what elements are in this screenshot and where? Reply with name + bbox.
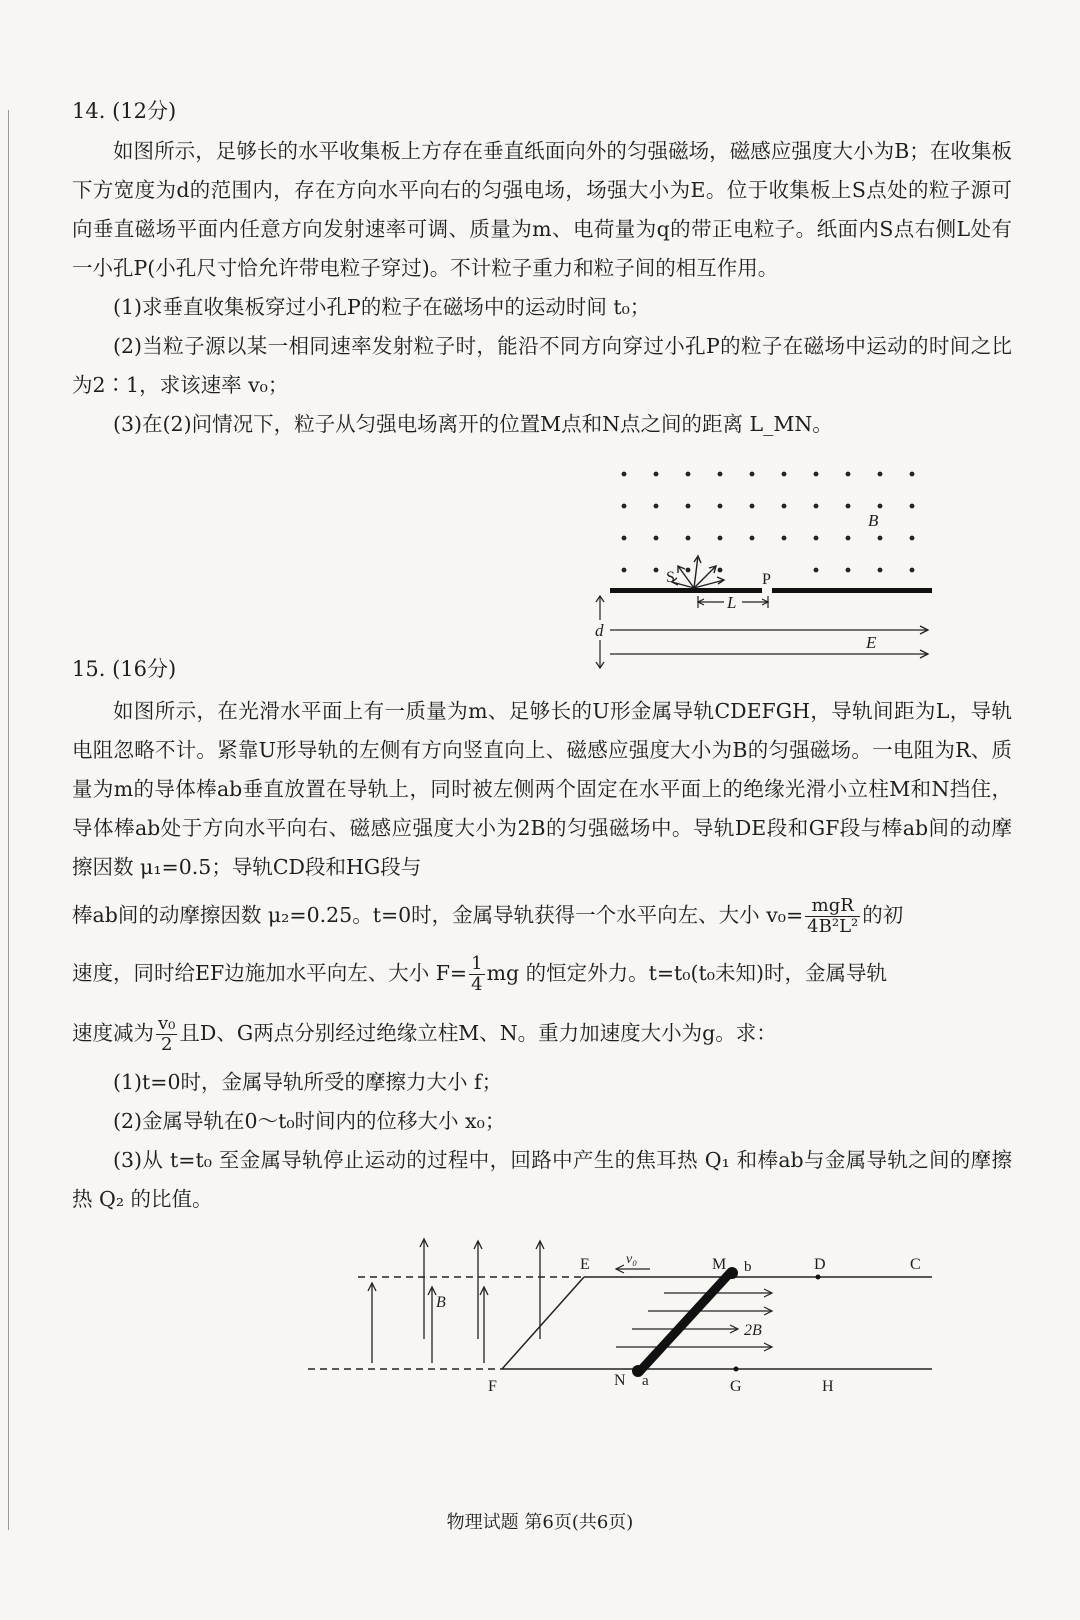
- label-b: b: [744, 1259, 752, 1275]
- label-a: a: [642, 1373, 649, 1389]
- point-D: [816, 1275, 821, 1280]
- label-P: P: [762, 571, 771, 588]
- label-v0: v₀: [626, 1252, 638, 1267]
- label-H: H: [822, 1378, 834, 1395]
- label-N: N: [614, 1372, 626, 1389]
- fraction-half-v0: $\frac{\text{v₀}}{2}$: [158, 1013, 176, 1055]
- label-G: G: [730, 1378, 742, 1395]
- fraction-v0: $\frac{\text{mgR}}{\text{4B²L²}}$: [807, 895, 859, 937]
- label-F: F: [488, 1378, 497, 1395]
- q15-header: 15. (16分): [72, 657, 177, 681]
- point-G: [734, 1367, 739, 1372]
- q14-stem: 如图所示，足够长的水平收集板上方存在垂直纸面向外的匀强磁场，磁感应强度大小为B；在收集板下方宽度为d的范围内，存在方向水平向右的匀强电场，场强大小为E。位于收集板上S点处的粒子源可向垂直磁场平面内任意方向发射速率可调、质量为m、电荷量为q的带正电粒子。纸面内S点右侧L处有一小孔P(小孔尺寸恰允许带电粒子穿过)。不计粒子重力和粒子间的相互作用。: [72, 139, 1012, 280]
- q15-part2: (2)金属导轨在0～t₀时间内的位移大小 x₀；: [113, 1109, 506, 1133]
- label-E: E: [580, 1256, 590, 1273]
- q15-part1: (1)t=0时，金属导轨所受的摩擦力大小 f；: [113, 1070, 503, 1094]
- page-footer: 物理试题 第6页(共6页): [446, 1512, 634, 1533]
- fraction-F: $\frac{1}{4}$: [471, 953, 483, 995]
- q14-part1: (1)求垂直收集板穿过小孔P的粒子在磁场中的运动时间 t₀；: [113, 295, 651, 319]
- conductor-rod-ab: [640, 1273, 730, 1371]
- B-field-up-arrows: [368, 1239, 544, 1363]
- q15-part3: (3)从 t=t₀ 至金属导轨停止运动的过程中，回路中产生的焦耳热 Q₁ 和棒ab与金属导轨之间的摩擦热 Q₂ 的比值。: [72, 1148, 1012, 1211]
- q14-header: 14. (12分): [72, 99, 177, 123]
- q14-part3: (3)在(2)问情况下，粒子从匀强电场离开的位置M点和N点之间的距离 L_MN。: [113, 412, 833, 436]
- label-D: D: [814, 1256, 826, 1273]
- q14-part2: (2)当粒子源以某一相同速率发射粒子时，能沿不同方向穿过小孔P的粒子在磁场中运动的时间之比为2∶1，求该速率 v₀；: [72, 334, 1012, 397]
- q15-stem-line-F: 速度，同时给EF边施加水平向左、大小 F= $\frac{1}{4}$ mg 的恒定外力。t=t₀(t₀未知)时，金属导轨: [72, 953, 887, 995]
- exam-page: [72, 96, 1012, 1397]
- q15-stem-line-half: 速度减为 $\frac{\text{v₀}}{2}$ 且D、G两点分别经过绝缘立柱M、N。重力加速度大小为g。求：: [72, 1013, 777, 1055]
- collector-plate: [610, 588, 932, 593]
- label-S: S: [666, 569, 675, 586]
- electric-field-arrows: [610, 626, 928, 658]
- label-E: E: [866, 633, 877, 652]
- q14-figure: [72, 444, 1012, 670]
- q15-stem: 如图所示，在光滑水平面上有一质量为m、足够长的U形金属导轨CDEFGH，导轨间距为L，导轨电阻忽略不计。紧靠U形导轨的左侧有方向竖直向上、磁感应强度大小为B的匀强磁场。一电阻为R、质量为m的导体棒ab垂直放置在导轨上，同时被左侧两个固定在水平面上的绝缘光滑小立柱M和N挡住，导体棒ab处于方向水平向右、磁感应强度大小为2B的匀强磁场中。导轨DE段和GF段与棒ab间的动摩擦因数 μ₁=0.5；导轨CD段和HG段与: [72, 699, 1012, 879]
- q15-stem-line-v0: 棒ab间的动摩擦因数 μ₂=0.25。t=0时，金属导轨获得一个水平向左、大小 v₀= $\frac{\text{mgR}}{\text{4B²L²}}$ 的初: [72, 895, 904, 937]
- label-C: C: [910, 1256, 921, 1273]
- label-2B: 2B: [744, 1322, 762, 1339]
- margin-line: [8, 110, 9, 1530]
- 2B-field-arrows: [616, 1289, 772, 1351]
- pillar-M: [726, 1267, 738, 1279]
- source-velocity-arrows: [672, 556, 724, 588]
- q15-figure: [72, 1227, 1012, 1397]
- U-shaped-rail: [308, 1277, 932, 1369]
- label-B: B: [436, 1294, 446, 1311]
- label-L: L: [727, 593, 737, 612]
- label-B: B: [868, 511, 879, 530]
- label-M: M: [712, 1256, 727, 1273]
- label-d: d: [595, 621, 604, 640]
